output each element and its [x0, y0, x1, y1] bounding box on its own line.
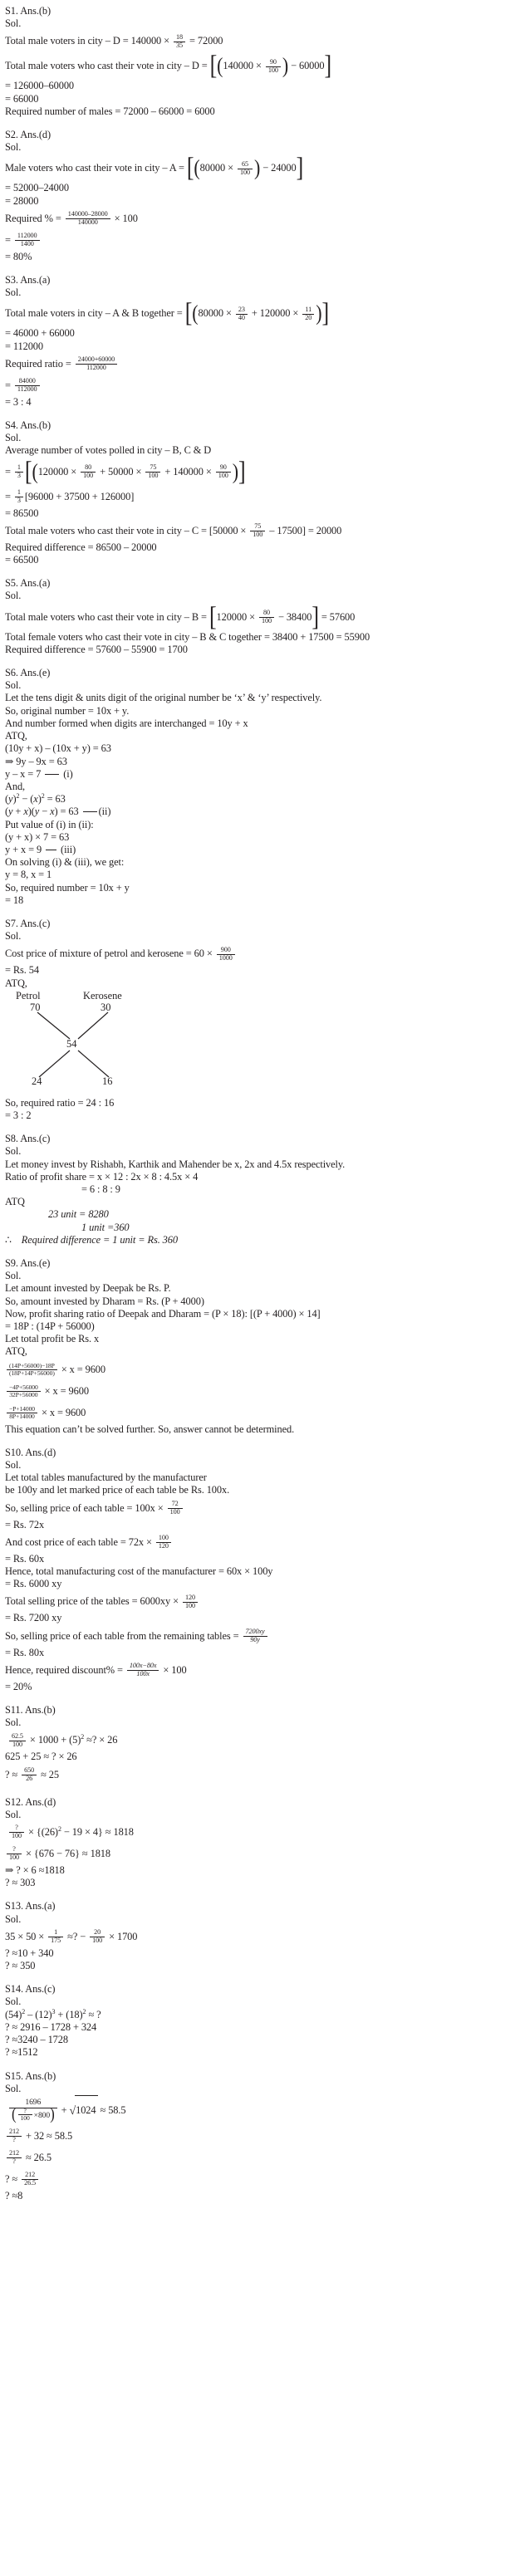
solution-line: = Rs. 72x — [5, 1518, 45, 1530]
solution-line: = $\frac{84000}{112000}$ — [5, 375, 508, 396]
solution-line: = 52000–24000 — [5, 182, 69, 194]
solution-line: Let amount invested by Deepak be Rs. P. — [5, 1282, 171, 1295]
solution-line: = 28000 — [5, 194, 39, 207]
sol-label: Sol. — [5, 1912, 22, 1925]
solution-heading: S6. Ans.(e) — [5, 667, 51, 679]
solution-line: And number formed when digits are interchanged = 10y + x — [5, 717, 248, 729]
solution-line: = $\frac{112000}{1400}$ — [5, 229, 508, 251]
solution-line: ATQ, — [5, 730, 27, 742]
alligation-diagram — [10, 991, 176, 1097]
solution-line: So, amount invested by Dharam = Rs. (P + 4000) — [5, 1295, 204, 1307]
fraction: $\frac{120}{100}$ — [183, 1594, 198, 1610]
solution-line: So, original number = 10x + y. — [5, 704, 130, 717]
solution-line: = $\frac{1}{3}$ [96000 + 37500 + 126000] — [5, 487, 135, 504]
fraction: $\frac{?}{100}$ — [7, 1846, 22, 1862]
solution-line: = 20% — [5, 1680, 32, 1692]
solution-line: = 126000–60000 — [5, 80, 75, 92]
solution-line: $(y)^2 - (x)^2 = 63$ — [5, 791, 66, 806]
solution-heading: S8. Ans.(c) — [5, 1133, 51, 1145]
solution-heading: S14. Ans.(c) — [5, 1983, 56, 1996]
solution-heading: S4. Ans.(b) — [5, 419, 52, 432]
solution-line: ? ≈ 350 — [5, 1960, 36, 1972]
fraction: $\frac{100x-80x}{100x}$ — [127, 1663, 159, 1678]
solution-line: (10y + x) – (10x + y) = 63 — [5, 742, 111, 755]
solution-line: Ratio of profit share = x × 12 : 2x × 8 : 4.5x × 4 — [5, 1170, 199, 1183]
solution-line: $(54)^2 - (12)^3 + (18)^2$ ≈ ? — [5, 2007, 101, 2020]
fraction: $\frac{20}{100}$ — [90, 1929, 105, 1945]
fraction: $\frac{11}{20}$ — [302, 306, 314, 322]
solution-line: Let the tens digit & units digit of the original number be ‘x’ & ‘y’ respectively. — [5, 692, 322, 704]
solution-line: ? ≈ 303 — [5, 1877, 36, 1889]
solution-line: ? ≈3240 – 1728 — [5, 2034, 68, 2046]
sol-label: Sol. — [5, 1270, 22, 1282]
solution-heading: S7. Ans.(c) — [5, 917, 51, 929]
solution-heading: S5. Ans.(a) — [5, 577, 51, 590]
sol-label: Sol. — [5, 17, 22, 30]
solution-line: Cost price of mixture of petrol and kerosene = 60 × $\frac{900}{1000}$ — [5, 943, 508, 964]
fraction: $\frac{1}{3}$ — [15, 489, 23, 505]
solution-line: So, required number = 10x + y — [5, 881, 130, 894]
sol-label: Sol. — [5, 1996, 22, 2008]
solution-line: ATQ, — [5, 977, 27, 989]
fraction: $\frac{212}{26.5}$ — [22, 2172, 38, 2187]
solution-line: = 3 : 4 — [5, 395, 32, 408]
complex-fraction: 1696 ( $\frac{?}{100}$ ×800) — [9, 2099, 57, 2123]
solution-heading: S15. Ans.(b) — [5, 2069, 56, 2082]
fraction: $\frac{-P+14000}{8P+14000}$ — [7, 1406, 37, 1420]
alligation-bottom-right-value: 16 — [102, 1075, 113, 1087]
solution-heading: S1. Ans.(b) — [5, 5, 52, 17]
solution-line: 1696 ( $\frac{?}{100}$ ×800) + √1024 ≈ 58.5 — [5, 2095, 508, 2125]
solution-line: = Rs. 6000 xy — [5, 1578, 62, 1590]
inner-fraction: $\frac{?}{100}$ — [18, 2108, 32, 2122]
solution-heading: S13. Ans.(a) — [5, 1900, 56, 1912]
alligation-bottom-left-value: 24 — [32, 1075, 42, 1087]
solution-heading: S9. Ans.(e) — [5, 1256, 51, 1269]
solution-block-s2 — [5, 129, 508, 263]
solution-line: (y + x) × 7 = 63 — [5, 830, 70, 843]
alligation-right-label: Kerosene — [83, 989, 122, 1002]
solution-line: = $\frac{1}{3}$ [(120000 × $\frac{80}{100}$ + 50000 × $\frac{75}{100}$ + 140000 × $\frac{90}{100}$ )] — [5, 455, 246, 487]
solution-block-s12 — [5, 1796, 508, 1890]
solution-line: Hence, required discount% = $\frac{100x-80x}{100x}$ × 100 — [5, 1662, 187, 1677]
sol-label: Sol. — [5, 432, 22, 444]
fraction: $\frac{?}{100}$ — [9, 1824, 24, 1840]
solution-line: Total selling price of the tables = 6000xy × $\frac{120}{100}$ — [5, 1590, 508, 1612]
solution-heading: S2. Ans.(d) — [5, 129, 52, 141]
solution-line: So, required ratio = 24 : 16 — [5, 1096, 115, 1109]
solution-line: $\frac{62.5}{100}$ × $1000 + (5)^2$ ≈? × 26 — [5, 1729, 508, 1751]
solution-line: $\frac{212}{?}$ + 32 ≈ 58.5 — [5, 2125, 508, 2147]
solution-block-s5 — [5, 577, 508, 656]
fraction: $\frac{75}{100}$ — [250, 523, 265, 539]
solution-line: So, selling price of each table = 100x × $\frac{72}{100}$ — [5, 1497, 508, 1519]
sol-label: Sol. — [5, 930, 22, 943]
solution-line: Let money invest by Rishabh, Karthik and Mahender be x, 2x and 4.5x respectively. — [5, 1158, 346, 1170]
solution-heading: S3. Ans.(a) — [5, 274, 51, 286]
fraction: $\frac{90}{100}$ — [216, 464, 231, 480]
fraction: $\frac{24000+60000}{112000}$ — [76, 356, 117, 372]
solution-line: 625 + 25 ≈ ? × 26 — [5, 1751, 77, 1763]
solution-block-s13 — [5, 1900, 508, 1972]
sol-label: Sol. — [5, 590, 22, 602]
solution-line: Average number of votes polled in city – B, C & D — [5, 444, 212, 457]
solution-line: ⇒ 9y – 9x = 63 — [5, 755, 67, 767]
solution-line: Required number of males = 72000 – 66000 = 6000 — [5, 105, 215, 117]
sol-label: Sol. — [5, 286, 22, 299]
solution-line: Put value of (i) in (ii): — [5, 818, 94, 830]
solution-line: Now, profit sharing ratio of Deepak and Dharam = (P × 18): [(P + 4000) × 14] — [5, 1307, 321, 1320]
solution-heading: S10. Ans.(d) — [5, 1446, 56, 1458]
fraction: $\frac{65}{100}$ — [238, 161, 253, 177]
solution-line: y = 8, x = 1 — [5, 869, 52, 881]
solutions-document — [5, 5, 508, 2202]
solution-line: = 6 : 8 : 9 — [81, 1183, 120, 1195]
solution-line: Required ratio = $\frac{24000+60000}{112000}$ — [5, 353, 508, 375]
solution-line: Total female voters who cast their vote in city – B & C together = 38400 + 17500 = 55900 — [5, 630, 370, 643]
solution-block-s15 — [5, 2070, 508, 2203]
fraction: $\frac{100}{120}$ — [156, 1535, 171, 1550]
alligation-left-value: 70 — [30, 1001, 41, 1013]
solution-line: Required difference = 86500 – 20000 — [5, 541, 157, 553]
solution-line: ∴ Required difference = 1 unit = Rs. 360 — [5, 1233, 178, 1246]
fraction: $\frac{1}{3}$ — [15, 464, 23, 480]
sol-label: Sol. — [5, 1459, 22, 1472]
solution-line: ? ≈10 + 340 — [5, 1947, 54, 1959]
solution-line: ? ≈ $\frac{212}{26.5}$ — [5, 2168, 508, 2190]
solution-block-s8 — [5, 1133, 508, 1246]
solution-line: $\frac{-P+14000}{8P+14000}$ × x = 9600 — [5, 1402, 508, 1423]
solution-block-s1 — [5, 5, 508, 118]
fraction: $\frac{212}{?}$ — [7, 2128, 22, 2144]
solution-block-s7 — [5, 918, 508, 1122]
solution-line: Total male voters who cast their vote in city – D = [(140000 × $\frac{90}{100}$ ) − 60000] — [5, 50, 332, 81]
solution-block-s11 — [5, 1704, 508, 1785]
solution-line: Required % = $\frac{140000-28000}{140000}$ × 100 — [5, 210, 138, 226]
solution-heading: S11. Ans.(b) — [5, 1704, 56, 1717]
solution-line: 1 unit =360 — [81, 1221, 130, 1233]
sol-label: Sol. — [5, 2082, 22, 2094]
alligation-right-value: 30 — [101, 1001, 111, 1013]
sol-label: Sol. — [5, 1145, 22, 1158]
solution-line: $\frac{?}{100}$ × $\{(26)^2 - 19 \times 4\} \approx 1818$ — [5, 1821, 508, 1843]
fraction: $\frac{650}{26}$ — [22, 1767, 37, 1783]
solution-line: $\frac{?}{100}$ × {676 − 76} ≈ 1818 — [5, 1843, 508, 1864]
solution-line: = 66000 — [5, 92, 39, 105]
solution-line: ? ≈ $\frac{650}{26}$ ≈ 25 — [5, 1765, 59, 1782]
solution-line: (y + x)(y − x) = 63 (ii) — [5, 806, 111, 818]
solution-line: = 18 — [5, 894, 24, 906]
fraction: $\frac{18}{35}$ — [174, 34, 185, 50]
solution-line: This equation can’t be solved further. So, answer cannot be determined. — [5, 1423, 295, 1435]
fraction: $\frac{900}{1000}$ — [217, 947, 235, 962]
solution-line: ? ≈1512 — [5, 2046, 38, 2059]
solution-line: Total male voters in city – A & B together = [(80000 × $\frac{23}{40}$ + 120000 × $\frac{11}{20}$ )] — [5, 297, 330, 328]
fraction: $\frac{84000}{112000}$ — [15, 378, 40, 394]
solution-line: And, — [5, 780, 26, 792]
fraction: $\frac{62.5}{100}$ — [9, 1733, 26, 1749]
solution-line: And cost price of each table = 72x × $\frac{100}{120}$ — [5, 1531, 508, 1553]
solution-line: = 112000 — [5, 340, 43, 352]
solution-line: = Rs. 7200 xy — [5, 1612, 62, 1624]
fraction: $\frac{80}{100}$ — [259, 610, 274, 625]
fraction: $\frac{72}{100}$ — [168, 1501, 183, 1516]
solution-line: Total male voters in city – D = 140000 × $\frac{18}{35}$ = 72000 — [5, 32, 223, 49]
sol-label: Sol. — [5, 1808, 22, 1820]
solution-line: So, selling price of each table from the remaining tables = $\frac{7200xy}{90y}$ — [5, 1625, 508, 1647]
alligation-left-label: Petrol — [16, 989, 41, 1002]
solution-line: Total male voters who cast their vote in city – B = [120000 × $\frac{80}{100}$ − 38400] = 57600 — [5, 600, 356, 632]
solution-line: = 66500 — [5, 554, 39, 566]
fraction: $\frac{(14P+56000)-18P}{(18P+14P+56000)}$ — [7, 1363, 57, 1377]
sol-label: Sol. — [5, 141, 22, 154]
solution-line: = Rs. 54 — [5, 964, 39, 977]
solution-block-s10 — [5, 1447, 508, 1693]
solution-line: y + x = 9 (iii) — [5, 843, 76, 855]
sol-label: Sol. — [5, 1717, 22, 1729]
solution-line: ? ≈8 — [5, 2189, 23, 2201]
solution-line: = 3 : 2 — [5, 1109, 32, 1121]
solution-block-s4 — [5, 419, 508, 566]
fraction: $\frac{23}{40}$ — [236, 306, 248, 322]
solution-line: ATQ — [5, 1196, 25, 1208]
solution-line: ? ≈ 2916 – 1728 + 324 — [5, 2020, 97, 2033]
solution-block-s3 — [5, 274, 508, 409]
solution-heading: S12. Ans.(d) — [5, 1795, 56, 1808]
sol-label: Sol. — [5, 679, 22, 692]
radicand: 1024 — [75, 2095, 97, 2124]
solution-line: Hence, total manufacturing cost of the manufacturer = 60x × 100y — [5, 1565, 273, 1578]
solution-line: $\frac{-4P+56000}{32P+56000}$ × x = 9600 — [5, 1380, 508, 1402]
solution-line: = 18P : (14P + 56000) — [5, 1320, 95, 1332]
solution-line: be 100y and let marked price of each table be Rs. 100x. — [5, 1484, 230, 1496]
solution-line: = Rs. 60x — [5, 1552, 45, 1565]
fraction: $\frac{140000-28000}{140000}$ — [66, 211, 110, 227]
alligation-center-value: 54 — [66, 1037, 77, 1050]
solution-line: ⇒ ? × 6 ≈1818 — [5, 1864, 65, 1877]
fraction: $\frac{112000}{1400}$ — [15, 233, 40, 248]
fraction: $\frac{75}{100}$ — [145, 464, 160, 480]
solution-block-s9 — [5, 1257, 508, 1436]
solution-line: Let total profit be Rs. x — [5, 1333, 100, 1345]
fraction: $\frac{212}{?}$ — [7, 2150, 22, 2166]
solution-line: Male voters who cast their vote in city – A = [(80000 × $\frac{65}{100}$ ) − 24000] — [5, 152, 304, 183]
solution-line: $\frac{212}{?}$ ≈ 26.5 — [5, 2147, 508, 2168]
solution-line: = 46000 + 66000 — [5, 327, 75, 340]
fraction: $\frac{80}{100}$ — [81, 464, 96, 480]
solution-line: $\frac{(14P+56000)-18P}{(18P+14P+56000)}$ × x = 9600 — [5, 1359, 508, 1380]
solution-line: Total male voters who cast their vote in city – C = [50000 × $\frac{75}{100}$ – 17500] = 20000 — [5, 522, 342, 539]
solution-line: = Rs. 80x — [5, 1646, 45, 1658]
solution-line: On solving (i) & (iii), we get: — [5, 856, 125, 869]
solution-line: Let total tables manufactured by the manufacturer — [5, 1472, 207, 1484]
solution-line: Required difference = 57600 – 55900 = 1700 — [5, 643, 188, 655]
solution-line: = 86500 — [5, 507, 39, 519]
solution-block-s14 — [5, 1983, 508, 2059]
fraction: $\frac{90}{100}$ — [266, 59, 281, 75]
solution-line: ATQ, — [5, 1345, 27, 1358]
fraction: $\frac{7200xy}{90y}$ — [243, 1628, 267, 1644]
fraction: $\frac{1}{175}$ — [48, 1929, 63, 1945]
solution-line: 35 × 50 × $\frac{1}{175}$ ≈? − $\frac{20}{100}$ × 1700 — [5, 1928, 138, 1945]
solution-line: = 80% — [5, 250, 32, 262]
solution-block-s6 — [5, 667, 508, 907]
solution-line: y – x = 7 (i) — [5, 767, 73, 780]
fraction: $\frac{-4P+56000}{32P+56000}$ — [7, 1384, 41, 1398]
solution-line: 23 unit = 8280 — [48, 1208, 109, 1221]
